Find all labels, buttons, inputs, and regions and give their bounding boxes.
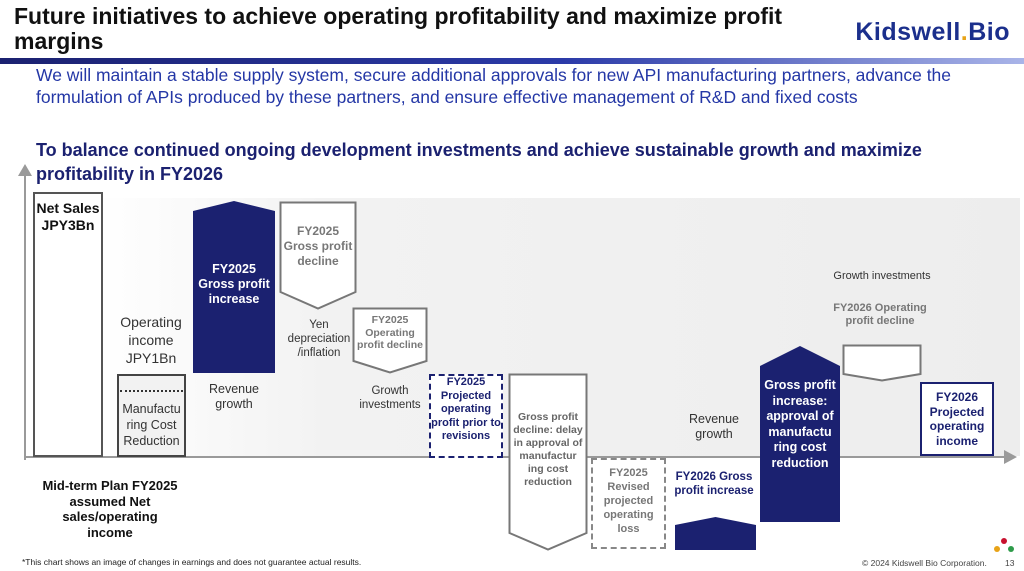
cost-reduction-dotted-line [120,390,183,392]
fy2026-operating-decline-label: FY2026 Operating profit decline [833,302,927,327]
logo-dot: . [960,18,969,46]
cost-reduction-label: Manufactu ring Cost Reduction [122,402,181,448]
fy2026-projected-label: FY2026 Projected operating income [929,390,985,448]
fy2026-gross-increase-label: FY2026 Gross profit increase [674,471,754,497]
page-number: 13 [1005,558,1015,568]
x-axis-arrow-icon [1004,450,1017,464]
fy2025-operating-decline-label: FY2025 Operating profit decline [357,314,423,351]
fy2025-gross-decline-label: FY2025 Gross profit decline [283,224,353,268]
growth-investments-label-2: Growth investments [833,270,931,282]
y-axis-arrow-icon [18,164,32,176]
fy2025-gross-increase-label: FY2025 Gross profit increase [198,262,270,306]
brand-dots-icon [992,535,1016,555]
footnote: *This chart shows an image of changes in earnings and does not guarantee actual results. [22,557,362,567]
company-logo [855,18,1010,47]
headline: To balance continued ongoing development investments and achieve sustainable growth and maximize profitability in FY2026 [36,140,922,184]
yen-depreciation-label: Yen depreciation /inflation [287,319,351,359]
logo-main: Kidswell [855,18,961,46]
operating-income-label: Operating income JPY1Bn [120,314,182,366]
fy2025-projected-label: FY2025 Projected operating profit prior to revisions [431,376,501,442]
fy2026-gross-increase-shape [675,517,756,550]
copyright: © 2024 Kidswell Bio Corporation. [862,558,987,568]
y-axis [24,172,26,460]
net-sales-label: Net Sales JPY3Bn [36,200,100,233]
gross-decline-delay-label: Gross profit decline: delay in approval of manufactur ing cost reduction [513,411,583,488]
approval-gross-increase-label: Gross profit increase: approval of manufactu ring cost reduction [764,378,836,470]
midterm-plan-label: Mid-term Plan FY2025 assumed Net sales/operating income [42,478,178,540]
fy2026-operating-decline-shape [842,344,922,382]
intro-text: We will maintain a stable supply system, secure additional approvals for new API manufacturing partners, advance the formulation of APIs produced by these partners, and ensure effective management of R&D and fixed costs [36,65,952,107]
fy2025-revised-label: FY2025 Revised projected operating loss [603,467,654,535]
revenue-growth-label-2: Revenue growth [688,412,740,441]
growth-investments-label-1: Growth investments [359,385,421,411]
revenue-growth-label-1: Revenue growth [208,382,260,411]
logo-tail: Bio [968,18,1010,46]
page-title: Future initiatives to achieve operating profitability and maximize profit margins [14,3,783,54]
